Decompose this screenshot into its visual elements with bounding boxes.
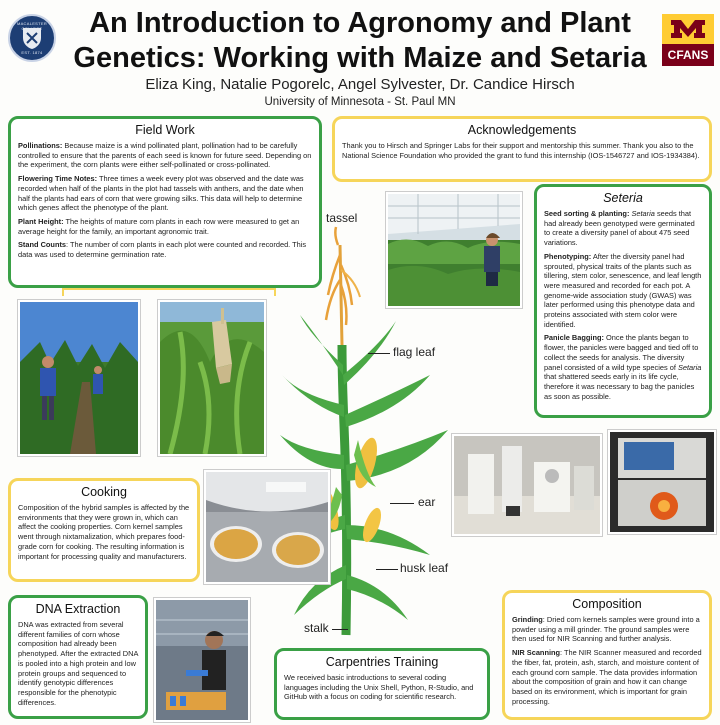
logo-ring-text-bottom: EST. 1874 (21, 50, 43, 55)
field-photo-2 (158, 300, 266, 456)
label-tassel: tassel (326, 211, 358, 225)
poster-header (0, 0, 720, 118)
dna-extraction-panel (8, 595, 148, 719)
field-work-item: Stand Counts: The number of corn plants in each plot were counted and recorded. This data was used to determine germination rate. (18, 240, 307, 260)
acknowledgements-text: Thank you to Hirsch and Springer Labs for their support and mentorship this summer. Thank you also to the National Science Foundation who provided the grant to fund this internship (IOS-1546727 and IOS-1934384). (342, 141, 700, 160)
grinder-photo (452, 434, 602, 536)
dna-lab-photo (154, 598, 250, 722)
cooking-photo (204, 470, 330, 584)
setaria-seed-sorting: Seed sorting & planting: Setaria seeds that had already been genotyped were germinated to create a diversity panel of about 475 seed variations. (544, 209, 695, 248)
label-stalk: stalk (304, 621, 329, 635)
label-ear: ear (418, 495, 436, 509)
label-husk-leaf: husk leaf (400, 561, 449, 575)
umn-m-icon (662, 14, 714, 44)
photo-bracket (62, 288, 276, 296)
logo-ring-text-top: MACALESTER COLLEGE (16, 21, 48, 31)
field-work-title: Field Work (135, 123, 195, 137)
composition-grinding: Grinding: Dried corn kernels samples were ground into a powder using a mill grinder. The ground samples were then used for NIR Scanning and further analysis. (512, 615, 700, 644)
setaria-panicle-bagging: Panicle Bagging: Once the plants began to flower, the panicles were bagged and tied off to collect the seeds for analysis. The diversity panel consisted of a wild type species of Setaria that shattered seeds early in its life cycle, therefore it was necessary to bag the panicles as soon as possible. (544, 333, 702, 401)
cooking-text: Composition of the hybrid samples is affected by the environments that they were grown in, which can affect the cooking properties. Corn kernel samples went through nixtamalization, which prepares food-grade corn for cooking. The resulting information is important for processing quality and manufacturers. (18, 503, 190, 561)
tassel-icon (326, 227, 360, 345)
carpentries-title: Carpentries Training (325, 655, 439, 669)
acknowledgements-panel (332, 116, 712, 182)
nir-scanner-photo (608, 430, 716, 534)
dna-extraction-text: DNA was extracted from several different families of corn whose composition had already been phenotyped. After the extracted DNA is pooled into a high protein and low protein groups and sequenced to identify genotypic differences responsible for the phenotypic differences. (18, 620, 138, 707)
macalester-logo (8, 14, 56, 62)
dna-extraction-title: DNA Extraction (35, 602, 121, 616)
umn-cfans-logo (662, 14, 714, 66)
label-flag-leaf: flag leaf (393, 345, 436, 359)
composition-panel (502, 590, 712, 720)
field-work-item: Plant Height: The heights of mature corn plants in each row were measured to get an average height for the family, an important agronomic trait. (18, 216, 300, 236)
cfans-label: CFANS (662, 44, 714, 66)
affiliation: University of Minnesota - St. Paul MN (264, 96, 456, 108)
authors: Eliza King, Natalie Pogorelc, Angel Sylvester, Dr. Candice Hirsch (145, 76, 575, 93)
field-photo-1 (18, 300, 140, 456)
setaria-panel (534, 184, 712, 418)
label-connector (332, 629, 348, 630)
label-connector (376, 569, 398, 570)
carpentries-text: We received basic introductions to several coding languages including the Unix Shell, Python, R-Studio, and GitHub with a focus on coding for scientific research. (284, 673, 474, 702)
label-connector (390, 503, 414, 504)
setaria-title: Seteria (603, 191, 643, 205)
acknowledgements-title: Acknowledgements (467, 123, 577, 137)
cooking-title: Cooking (81, 485, 127, 499)
cooking-panel (8, 478, 200, 582)
poster-title: An Introduction to Agronomy and Plant Genetics: Working with Maize and Setaria (73, 7, 647, 74)
composition-nir: NIR Scanning: The NIR Scanner measured and recorded the fiber, fat, protein, ash, starch, and moisture content of each ground corn sample. The data provides information about the composition of grain and how it can change based on its environment, which is important for grain processing. (512, 648, 702, 706)
composition-title: Composition (572, 597, 642, 611)
field-work-panel (8, 116, 322, 288)
field-work-item: Flowering Time Notes: Three times a week every plot was observed and the date was recorded when half of the plants in the plot had tassels with anthers, and the date when half the plants had ears of corn that were growing silks. This data will help to determine which genes affect the phenotype of the plant. (18, 174, 304, 213)
stalk-icon (342, 345, 347, 635)
setaria-phenotyping: Phenotyping: After the diversity panel had sprouted, physical traits of the plants such as tillering, stem color, senescence, and leaf length were measured and recorded for each pot. A genome-wide association study (GWAS) was later performed using this phenotype data and proteins associated with stem color were identified. (544, 251, 702, 329)
field-work-item: Pollinations: Because maize is a wind pollinated plant, pollination had to be carefully controlled to ensure that the parents of each seed is known for future seed. Depending on the experiment, the corn plants were either self-pollinated or cross-pollinated. (18, 141, 312, 170)
carpentries-panel (274, 648, 490, 720)
label-connector (368, 353, 390, 354)
